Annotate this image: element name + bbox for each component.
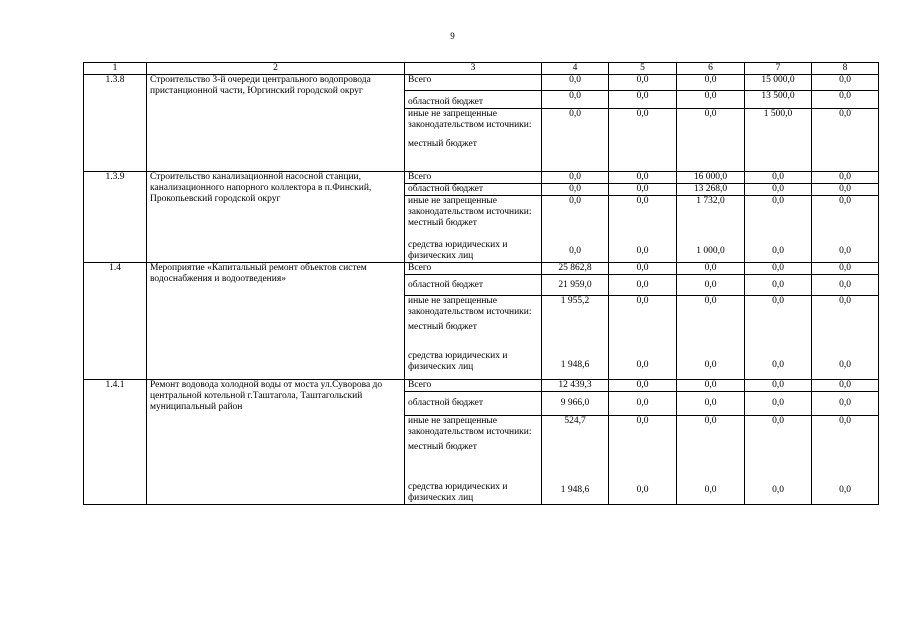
value-cell: 0,0 [609, 416, 677, 477]
value-cell: 0,0 [677, 416, 745, 477]
value-cell: 0,0 [677, 476, 745, 505]
value-cell: 0,0 [812, 75, 879, 91]
value-cell: 0,0 [745, 392, 812, 416]
column-header: 4 [542, 63, 609, 75]
value-cell: 0,0 [609, 263, 677, 275]
value-cell: 0,0 [812, 392, 879, 416]
row-code: 1.3.9 [84, 172, 147, 263]
funding-source [405, 196, 542, 241]
value-cell: 0,0 [609, 109, 677, 172]
funding-source-sub: местный бюджет [408, 322, 477, 332]
value-cell: 0,0 [812, 380, 879, 392]
value-cell: 524,7 [542, 416, 609, 477]
funding-source: средства юридических и физических лиц [405, 240, 542, 263]
funding-source-label: иные не запрещенные законодательством источники: [408, 296, 532, 317]
value-cell: 0,0 [609, 172, 677, 184]
value-cell: 0,0 [542, 75, 609, 91]
value-cell: 0,0 [542, 91, 609, 109]
value-cell: 1 955,2 [542, 296, 609, 352]
value-cell: 0,0 [542, 240, 609, 263]
value-cell: 1 500,0 [745, 109, 812, 172]
value-cell: 0,0 [609, 275, 677, 296]
funding-source-label: иные не запрещенные законодательством источники: [408, 196, 532, 217]
value-cell: 21 959,0 [542, 275, 609, 296]
column-header: 2 [147, 63, 405, 75]
funding-source: областной бюджет [405, 184, 542, 196]
funding-source-sub: местный бюджет [408, 218, 477, 228]
table-row [84, 263, 879, 275]
funding-source: Всего [405, 263, 542, 275]
value-cell: 0,0 [677, 275, 745, 296]
value-cell: 0,0 [677, 109, 745, 172]
funding-source: средства юридических и физических лиц [405, 351, 542, 380]
column-header: 8 [812, 63, 879, 75]
funding-source: областной бюджет [405, 392, 542, 416]
value-cell: 0,0 [745, 296, 812, 352]
value-cell: 0,0 [677, 351, 745, 380]
value-cell: 0,0 [677, 75, 745, 91]
funding-source: Всего [405, 172, 542, 184]
value-cell: 1 948,6 [542, 476, 609, 505]
value-cell: 0,0 [609, 380, 677, 392]
value-cell: 0,0 [745, 380, 812, 392]
value-cell: 0,0 [812, 416, 879, 477]
value-cell: 0,0 [745, 416, 812, 477]
value-cell: 16 000,0 [677, 172, 745, 184]
value-cell: 0,0 [542, 172, 609, 184]
row-name: Ремонт водовода холодной воды от моста ул.Суворова до центральной котельной г.Таштагола, Таштагольский муниципальный район [147, 380, 405, 505]
value-cell: 0,0 [745, 240, 812, 263]
value-cell: 0,0 [812, 263, 879, 275]
value-cell: 0,0 [542, 184, 609, 196]
table-row [84, 75, 879, 91]
value-cell: 1 948,6 [542, 351, 609, 380]
row-code: 1.3.8 [84, 75, 147, 172]
value-cell: 0,0 [609, 476, 677, 505]
funding-source [405, 416, 542, 477]
table-row [84, 172, 879, 184]
column-header: 5 [609, 63, 677, 75]
page-number: 9 [450, 31, 455, 41]
row-code: 1.4.1 [84, 380, 147, 505]
budget-table [83, 62, 879, 505]
table-header-row [84, 63, 879, 75]
value-cell: 13 268,0 [677, 184, 745, 196]
value-cell: 0,0 [542, 196, 609, 241]
value-cell: 0,0 [609, 296, 677, 352]
value-cell: 0,0 [677, 91, 745, 109]
value-cell: 15 000,0 [745, 75, 812, 91]
funding-source: Всего [405, 380, 542, 392]
value-cell: 0,0 [745, 172, 812, 184]
value-cell: 0,0 [812, 184, 879, 196]
value-cell: 0,0 [677, 263, 745, 275]
value-cell: 0,0 [745, 476, 812, 505]
column-header: 3 [405, 63, 542, 75]
value-cell: 0,0 [812, 296, 879, 352]
funding-source-sub: местный бюджет [408, 442, 477, 452]
value-cell: 1 000,0 [677, 240, 745, 263]
funding-source-label: иные не запрещенные законодательством источники: [408, 416, 532, 437]
value-cell: 0,0 [745, 263, 812, 275]
funding-source-sub: местный бюджет [408, 139, 477, 149]
funding-source: средства юридических и физических лиц [405, 476, 542, 505]
value-cell: 9 966,0 [542, 392, 609, 416]
value-cell: 0,0 [609, 240, 677, 263]
funding-source [405, 296, 542, 352]
value-cell: 0,0 [812, 109, 879, 172]
value-cell: 13 500,0 [745, 91, 812, 109]
value-cell: 0,0 [812, 240, 879, 263]
value-cell: 0,0 [677, 296, 745, 352]
value-cell: 0,0 [745, 184, 812, 196]
value-cell: 0,0 [609, 392, 677, 416]
value-cell: 0,0 [812, 172, 879, 184]
value-cell: 12 439,3 [542, 380, 609, 392]
value-cell: 0,0 [745, 196, 812, 241]
column-header: 7 [745, 63, 812, 75]
value-cell: 0,0 [812, 351, 879, 380]
value-cell: 0,0 [609, 91, 677, 109]
row-name: Строительство 3-й очереди центрального водопровода пристанционной части, Юргинский городской округ [147, 75, 405, 172]
value-cell: 0,0 [745, 351, 812, 380]
value-cell: 1 732,0 [677, 196, 745, 241]
value-cell: 0,0 [812, 91, 879, 109]
row-code: 1.4 [84, 263, 147, 380]
funding-source-label: иные не запрещенные законодательством источники: [408, 109, 532, 130]
row-name: Мероприятие «Капитальный ремонт объектов систем водоснабжения и водоотведения» [147, 263, 405, 380]
value-cell: 0,0 [812, 275, 879, 296]
value-cell: 0,0 [609, 351, 677, 380]
table-row [84, 380, 879, 392]
value-cell: 0,0 [609, 75, 677, 91]
value-cell: 0,0 [677, 392, 745, 416]
value-cell: 0,0 [609, 196, 677, 241]
column-header: 6 [677, 63, 745, 75]
funding-source: Всего [405, 75, 542, 91]
value-cell: 0,0 [542, 109, 609, 172]
funding-source: областной бюджет [405, 275, 542, 296]
value-cell: 0,0 [609, 184, 677, 196]
funding-source: областной бюджет [405, 91, 542, 109]
funding-source [405, 109, 542, 172]
value-cell: 0,0 [677, 380, 745, 392]
value-cell: 0,0 [812, 196, 879, 241]
value-cell: 25 862,8 [542, 263, 609, 275]
row-name: Строительство канализационной насосной станции, канализационного напорного коллектора в п.Финский, Прокопьевский городской округ [147, 172, 405, 263]
value-cell: 0,0 [745, 275, 812, 296]
value-cell: 0,0 [812, 476, 879, 505]
column-header: 1 [84, 63, 147, 75]
